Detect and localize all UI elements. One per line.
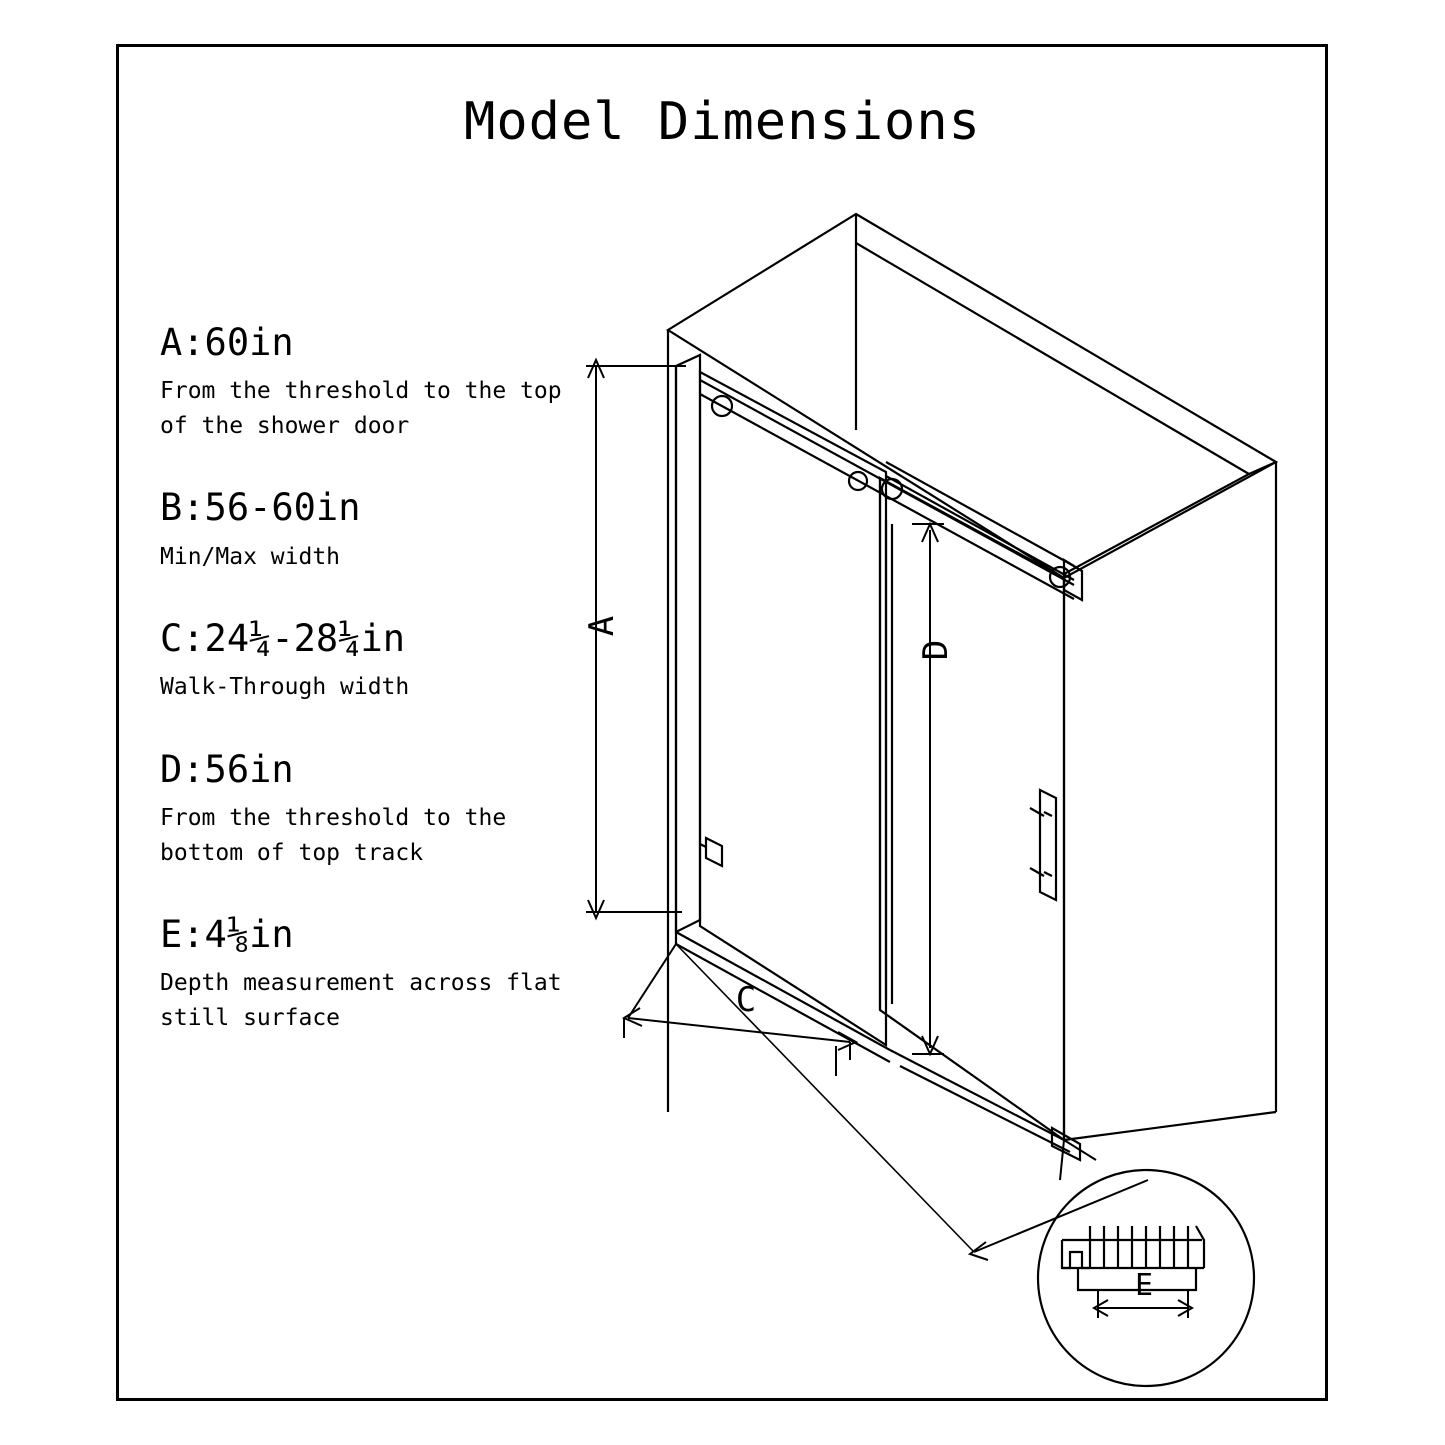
dimension-label-a: A: [581, 615, 622, 637]
legend-code-b: B:56-60in: [160, 486, 361, 530]
legend-desc-a: From the threshold to the top of the shower door: [160, 378, 562, 439]
dimension-label-c: C: [735, 980, 757, 1020]
legend-desc-d: From the threshold to the bottom of top track: [160, 805, 507, 866]
legend-desc-e: Depth measurement across flat still surface: [160, 970, 562, 1031]
page-title: Model Dimensions: [464, 92, 981, 152]
legend-desc-b: Min/Max width: [160, 543, 341, 570]
legend-item-d: [160, 747, 580, 870]
dimension-label-e: E: [1134, 1268, 1154, 1303]
dimension-label-d: D: [915, 639, 956, 661]
legend-desc-c: Walk-Through width: [160, 674, 410, 701]
legend-item-e: [160, 912, 580, 1035]
legend-item-c: [160, 616, 580, 705]
dimension-legend: [160, 320, 580, 1077]
legend-item-a: [160, 320, 580, 443]
legend-code-e: E:4⅛in: [160, 913, 294, 956]
legend-code-d: D:56in: [160, 747, 294, 791]
legend-code-c: C:24¼-28¼in: [160, 617, 406, 660]
legend-code-a: A:60in: [160, 321, 294, 364]
legend-item-b: [160, 485, 580, 574]
